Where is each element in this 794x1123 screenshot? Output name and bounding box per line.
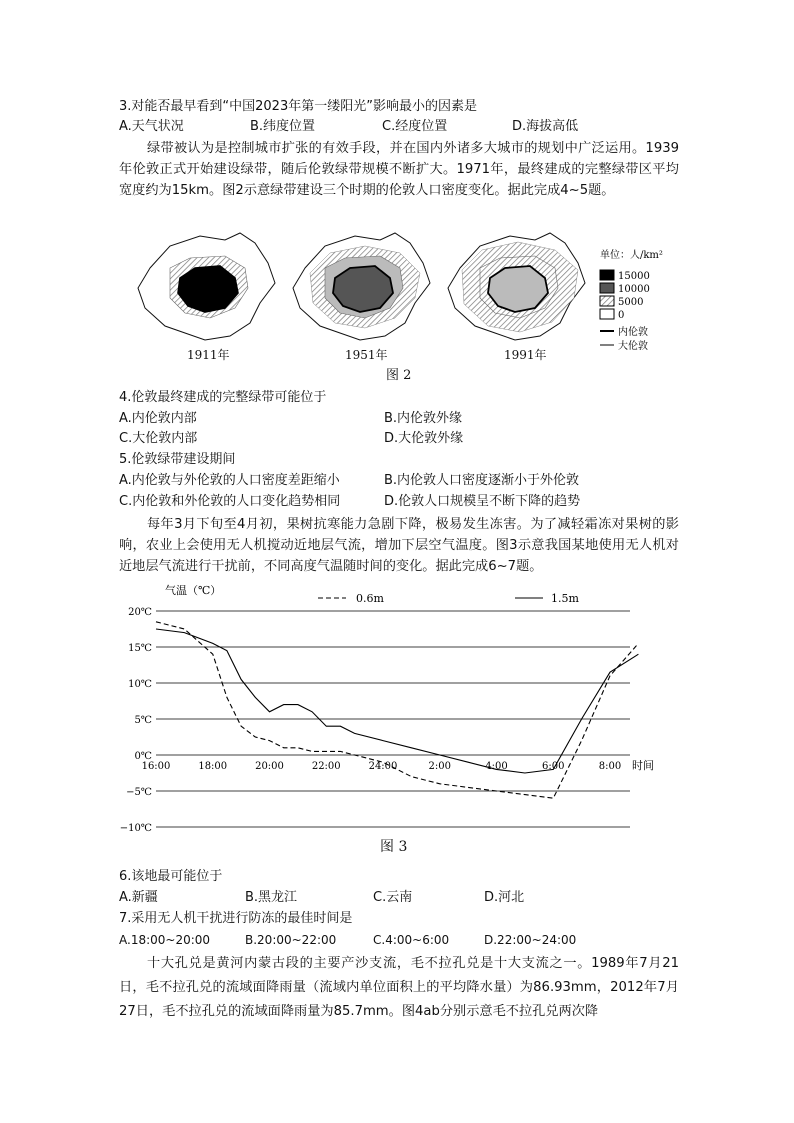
x-tick-label: 2:00 xyxy=(428,761,451,772)
map-1991 xyxy=(448,233,585,340)
fig3-legend-0-6m: 0.6m xyxy=(356,592,384,605)
q5-option-b: B.内伦敦人口密度逐渐小于外伦敦 xyxy=(384,473,580,488)
fig3-ylabel: 气温（℃） xyxy=(165,584,222,597)
q6-option-a: A.新疆 xyxy=(119,890,158,905)
q4-option-b: B.内伦敦外缘 xyxy=(384,411,463,426)
x-tick-label: 8:00 xyxy=(598,761,622,772)
q6-option-c: C.云南 xyxy=(373,890,413,905)
legend-level-0: 0 xyxy=(618,310,625,321)
figure-3-caption: 图 3 xyxy=(380,839,408,855)
y-tick-label: 0℃ xyxy=(134,751,152,762)
frost-passage: 每年3月下旬至4月初，果树抗寒能力急剧下降，极易发生冻害。为了减轻霜冻对果树的影响，农业上会使用无人机搅动近地层气流，增加下层空气温度。图3示意我国某地使用无人机对近地层气流进行干扰前，不同高度气温随时间的变化。据此完成6~7题。 xyxy=(119,517,679,574)
q4-stem: 4.伦敦最终建成的完整绿带可能位于 xyxy=(119,390,327,405)
q4-option-a: A.内伦敦内部 xyxy=(119,411,197,426)
x-tick-label: 6:00 xyxy=(542,761,565,772)
map-year-1991: 1991年 xyxy=(504,348,547,362)
q5-option-a: A.内伦敦与外伦敦的人口密度差距缩小 xyxy=(119,473,340,488)
figure-2-maps xyxy=(130,228,680,363)
y-tick-label: −5℃ xyxy=(126,787,152,798)
x-tick-label: 22:00 xyxy=(311,761,341,772)
x-tick-label: 20:00 xyxy=(255,761,284,772)
q4-option-c: C.大伦敦内部 xyxy=(119,431,198,446)
q6-option-b: B.黑龙江 xyxy=(245,890,298,905)
q6-option-d: D.河北 xyxy=(484,890,525,905)
q7-option-d: D.22:00~24:00 xyxy=(484,933,577,947)
map-year-1951: 1951年 xyxy=(345,348,388,362)
fig3-xlabel: 时间 xyxy=(632,759,654,772)
figure-3-chart xyxy=(120,578,660,838)
y-tick-label: 10℃ xyxy=(128,679,152,690)
q7-stem: 7.采用无人机干扰进行防冻的最佳时间是 xyxy=(119,911,353,926)
y-tick-label: 5℃ xyxy=(134,715,152,726)
x-tick-label: 18:00 xyxy=(198,761,228,772)
map-1911 xyxy=(138,233,275,340)
x-tick-label: 16:00 xyxy=(141,761,171,772)
q7-option-b: B.20:00~22:00 xyxy=(245,933,337,947)
x-tick-label: 24:00 xyxy=(368,761,398,772)
legend-greater-london: 大伦敦 xyxy=(618,341,648,352)
figure-2-caption: 图 2 xyxy=(386,368,412,383)
legend-level-5000: 5000 xyxy=(618,297,644,308)
q6-stem: 6.该地最可能位于 xyxy=(119,869,223,884)
q3-option-d: D.海拔高低 xyxy=(512,119,579,134)
q3-option-c: C.经度位置 xyxy=(382,119,448,134)
map-1951 xyxy=(293,233,430,340)
river-passage: 十大孔兑是黄河内蒙古段的主要产沙支流，毛不拉孔兑是十大支流之一。1989年7月21日，毛不拉孔兑的流域面降雨量（流域内单位面积上的平均降水量）为86.93mm，2012年7月27日，毛不拉孔兑的流域面降雨量为85.7mm。图4ab分别示意毛不拉孔兑两次降 xyxy=(119,956,679,1019)
q5-option-d: D.伦敦人口规模呈不断下降的趋势 xyxy=(384,494,581,509)
y-tick-label: 20℃ xyxy=(128,607,152,618)
y-tick-label: 15℃ xyxy=(128,643,152,654)
q7-option-c: C.4:00~6:00 xyxy=(373,933,450,947)
q3-option-b: B.纬度位置 xyxy=(250,119,316,134)
y-tick-label: −10℃ xyxy=(120,823,152,834)
q5-stem: 5.伦敦绿带建设期间 xyxy=(119,452,236,467)
legend-unit: 单位：人/km² xyxy=(600,250,663,261)
greenbelt-passage: 绿带被认为是控制城市扩张的有效手段，并在国内外诸多大城市的规划中广泛运用。1939年伦敦正式开始建设绿带，随后伦敦绿带规模不断扩大。1971年，最终建成的完整绿带区平均宽度约为15km。图2示意绿带建设三个时期的伦敦人口密度变化。据此完成4~5题。 xyxy=(119,141,679,198)
q3-option-a: A.天气状况 xyxy=(119,119,184,134)
map-year-1911: 1911年 xyxy=(187,348,230,362)
q7-option-a: A.18:00~20:00 xyxy=(119,933,211,947)
q3-stem: 3.对能否最早看到“中国2023年第一缕阳光”影响最小的因素是 xyxy=(119,99,477,114)
legend-level-10000: 10000 xyxy=(618,284,650,295)
fig3-legend-1-5m: 1.5m xyxy=(551,592,579,605)
legend-level-15000: 15000 xyxy=(618,271,650,282)
x-tick-label: 4:00 xyxy=(485,761,508,772)
q5-option-c: C.内伦敦和外伦敦的人口变化趋势相同 xyxy=(119,494,341,509)
legend-inner-london: 内伦敦 xyxy=(618,327,648,338)
figure-2-legend xyxy=(600,248,663,352)
q4-option-d: D.大伦敦外缘 xyxy=(384,431,464,446)
